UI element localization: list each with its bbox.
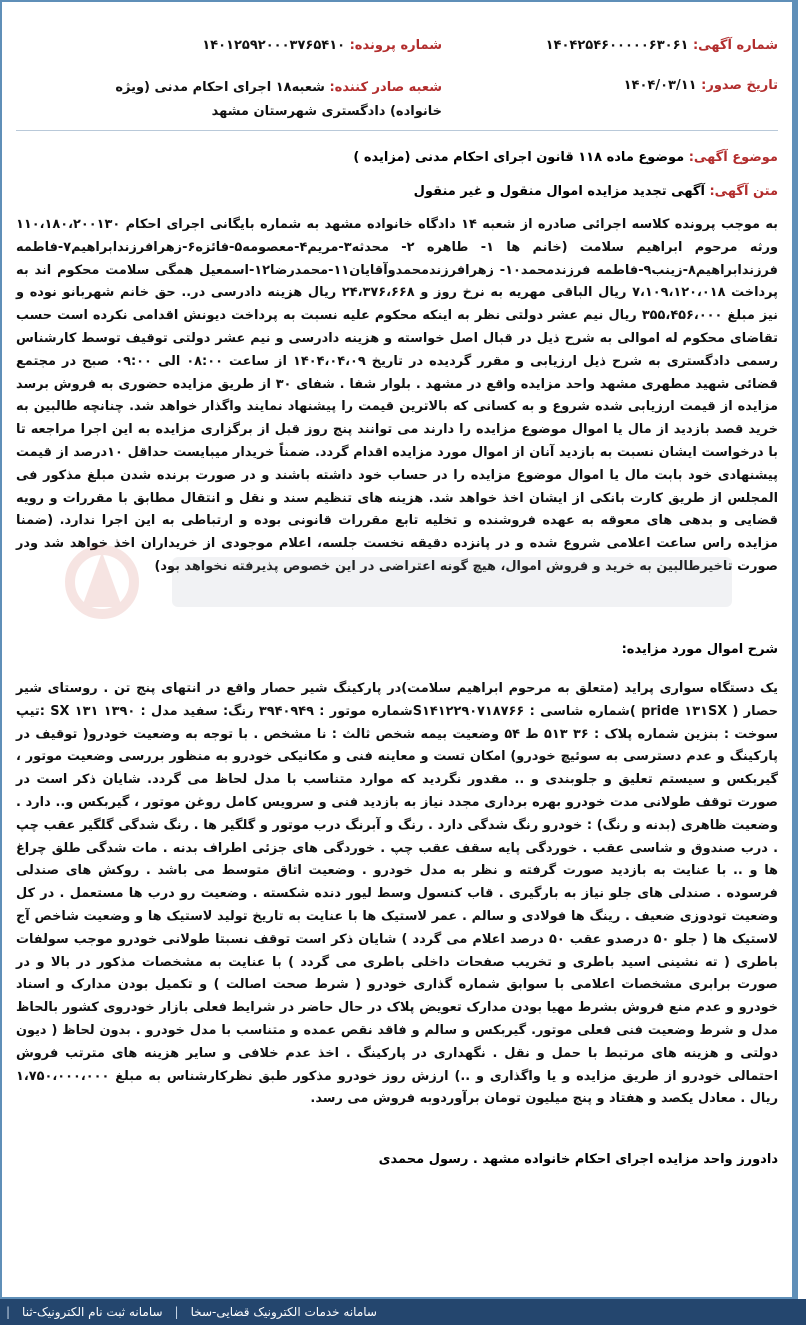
issuing-branch — [62, 76, 442, 124]
ad-number-value: ۱۴۰۴۲۵۴۶۰۰۰۰۰۶۳۰۶۱ — [545, 38, 689, 53]
footer-separator: | — [174, 1305, 179, 1319]
ad-number-label: شماره آگهی: — [692, 38, 778, 53]
case-number — [202, 38, 442, 53]
notice-paragraph-main: به موجب پرونده کلاسه اجرائی صادره از شعبه ۱۴ دادگاه خانواده مشهد به شماره بایگانی اجرای احکام ۱۱۰،۱۸۰،۲۰۰۱۳۰ ورثه مرحوم ابراهیم سلامت (خانم ها ۱- طاهره ۲- محدثه۳-مریم۴-معصومه۵-فائزه۶-زهرافرزندابراهیم۷-فاطمه فرزندابراهیم۸-زینب۹-فاطمه فرزندمحمد۱۰- زهرافرزندمحمدوآقایان۱۱-محمدرضا۱۲-اسمعیل همگی سلامت محکوم اند به پرداخت ۷،۱۰۹،۱۲۰،۰۱۸ ریال الباقی مهریه به نرخ روز و ۲۴،۳۷۶،۶۶۸ ریال هزینه دادرسی در.. حق خانم شهربانو نوده و نیز مبلغ ۳۵۵،۴۵۶،۰۰۰ ریال نیم عشر دولتی نظر به اینکه محکوم علیه نسبت به پرداخت دیونش اقدامی نکرده است حسب تقاضای محکوم له اموالی به شرح ذیل در قبال اصل خواسته و هزینه دادرسی و نیم عشر دولتی توقیف توسط کارشناس رسمی دادگستری به شرح ذیل ارزیابی و مقرر گردیده در تاریخ ۱۴۰۴،۰۴،۰۹ از ساعت ۰۸:۰۰ الی ۰۹:۰۰ صبح در مجتمع قضائی شهید مطهری مشهد واحد مزایده واقع در مشهد . بلوار شفا . شفای ۳۰ از طریق مزایده حضوری به فروش برسد مزایده از قیمت ارزیابی شده شروع و به کسانی که بالاترین قیمت را پیشنهاد نمایند واگذار خواهد شد. چنانچه طالبین به خرید قصد بازدید از مال یا اموال موضوع مزایده را دارند می توانند پنج روز قبل از برگزاری مزایده به این اجرا مراجعه تا با درخواست ایشان نسبت به بازدید آنان از اموال مورد مزایده اقدام گردد. ضمناً خریدار میبایست حداقل ۱۰درصد از قیمت پیشنهادی خود بابت مال یا اموال موضوع مزایده را در حساب خود داشته باشند و در صورت برنده شدن مبلغ مذکور فی المجلس از طریق کارت بانکی از ایشان اخذ خواهد شد. هزینه های تنظیم سند و نقل و انتقال مطابق با مقررات و رویه قضایی و بدهی های معوقه به عهده فروشنده و تخلیه تابع مقررات قانونی بوده و ارتباطی به این اجرا ندارد. (ضمنا مزایده راس ساعت اعلامی شروع شده و در پانزده دقیقه نخست جلسه، اعلام موجودی از خریداران اخذ خواهد شد ودر صورت تاخیرطالبین به خرید و فروش اموال، هیچ گونه اعتراضی در این خصوص پذیرفته نخواهد بود) — [16, 217, 779, 574]
divider — [16, 130, 778, 131]
assets-section-title: شرح اموال مورد مزایده: — [621, 642, 778, 657]
footer-separator-end: | — [6, 1305, 11, 1319]
footer-link-sakha[interactable]: سامانه خدمات الکترونیک قضایی-سخا — [190, 1305, 377, 1319]
subject-value: موضوع ماده ۱۱۸ قانون اجرای احکام مدنی (مزایده ) — [353, 150, 685, 165]
notice-subject — [353, 150, 778, 165]
footer-link-sana[interactable]: سامانه ثبت نام الکترونیک-ثنا — [22, 1305, 163, 1319]
case-number-label: شماره پرونده: — [349, 38, 442, 53]
issue-date-value: ۱۴۰۴/۰۳/۱۱ — [623, 78, 697, 93]
text-title-value: آگهی تجدید مزایده اموال منقول و غیر منقول — [413, 184, 705, 199]
footer-bar — [0, 1299, 806, 1325]
issue-date-label: تاریخ صدور: — [701, 78, 778, 93]
issuing-branch-value: شعبه۱۸ اجرای احکام مدنی (ویژه خانواده) دادگستری شهرستان مشهد — [115, 80, 442, 119]
notice-text-title — [414, 184, 778, 199]
subject-label: موضوع آگهی: — [688, 150, 778, 165]
signature-line: دادورز واحد مزایده اجرای احکام خانواده مشهد . رسول محمدی — [378, 1152, 778, 1167]
case-number-value: ۱۴۰۱۲۵۹۲۰۰۰۳۷۶۵۴۱۰ — [202, 38, 346, 53]
issue-date — [624, 78, 778, 93]
ad-number — [546, 38, 778, 53]
issuing-branch-label: شعبه صادر کننده: — [329, 80, 442, 95]
text-label: متن آگهی: — [709, 184, 778, 199]
assets-description: یک دستگاه سواری پراید (متعلق به مرحوم ابراهیم سلامت)در پارکینگ شیر حصار واقع در انتهای پنج تن . روستای شیر حصار ( pride ۱۳۱SX )شماره شاسی : S۱۴۱۲۲۹۰۷۱۸۷۶۶شماره موتور : ۳۹۴۰۹۴۹ رنگ: سفید مدل : ۱۳۹۰ ۱۳۱ SX :تیپ سوخت : بنزین شماره پلاک : ۳۶ ۵۱۳ ط ۵۴ وضعیت بیمه شخص ثالث : نا مشخص . با توجه به وضعیت خودرو( توقیف در پارکینگ و عدم دسترسی به سوئیچ خودرو) امکان تست و معاینه فنی و مکانیکی خودرو به منظور بررسی وضعیت موتور ، گیربکس و سیستم تعلیق و جلوبندی و .. مقدور نگردید که موارد متناسب با مدل لحاظ می گردد. شایان ذکر است در صورت توقف طولانی مدت خودرو بهره برداری مجدد نیاز به بازدید فنی و سرویس کامل روغن موتور ، گیربکس و.. دارد . وضعیت ظاهری (بدنه و رنگ) : خودرو رنگ شدگی دارد . رنگ و آبرنگ درب موتور و گلگیر ها . رنگ شدگی گلگیر عقب چپ . درب صندوق و شاسی عقب . خوردگی پایه سقف عقب چپ . خوردگی های جزئی اطراف بدنه . مات شدگی طلق چراغ ها و .. با عنایت به بازدید صورت گرفته و نظر به مدل خودرو . وضعیت اتاق متوسط می باشد . روکش های صندلی فرسوده . صندلی های جلو نیاز به بارگیری . قاب کنسول وسط لیور دنده شکسته . وضعیت رو درب ها مستعمل . در کل وضعیت تودوزی ضعیف . رینگ ها فولادی و سالم . عمر لاستیک ها با عنایت به تاریخ تولید لاستیک ها و وضعیت شاخص آج لاستیک ها ( جلو ۵۰ درصدو عقب ۵۰ درصد اعلام می گردد ) شایان ذکر است توقف نسبتا طولانی خودرو موجب سولفات باطری ( ته نشینی اسید باطری و تخریب صفحات داخلی باطری می گردد ) با عنایت به مشخصات مذکور در بالا و در صورت برابری مشخصات اعلامی با سوابق شماره گذاری خودرو ( شرط صحت اصالت ) و تکمیل بودن مدارک و اسناد خودرو و عدم منع فروش بشرط مهیا بودن مدارک تعویض پلاک در حال حاضر در شرایط فعلی بازار خودروی کشور بالحاظ مدل و شرط وضعیت فنی فعلی موتور. گیربکس و سالم و فاقد نقص عمده و متناسب با مدل خودرو . بدون لحاظ ( دیون دولتی و هزینه های مرتبط با حمل و نقل . نگهداری در پارکینگ . اخذ عدم خلافی و سایر هزینه های مترتب فروش احتمالی خودرو از طریق مزایده و یا واگذاری و ..) ارزش روز خودرو مذکور طبق نظرکارشناس به مبلغ ۱،۷۵۰،۰۰۰،۰۰۰ ریال . معادل یکصد و هفتاد و پنج میلیون تومان برآوردوبه فروش می رسد. — [16, 681, 778, 1107]
